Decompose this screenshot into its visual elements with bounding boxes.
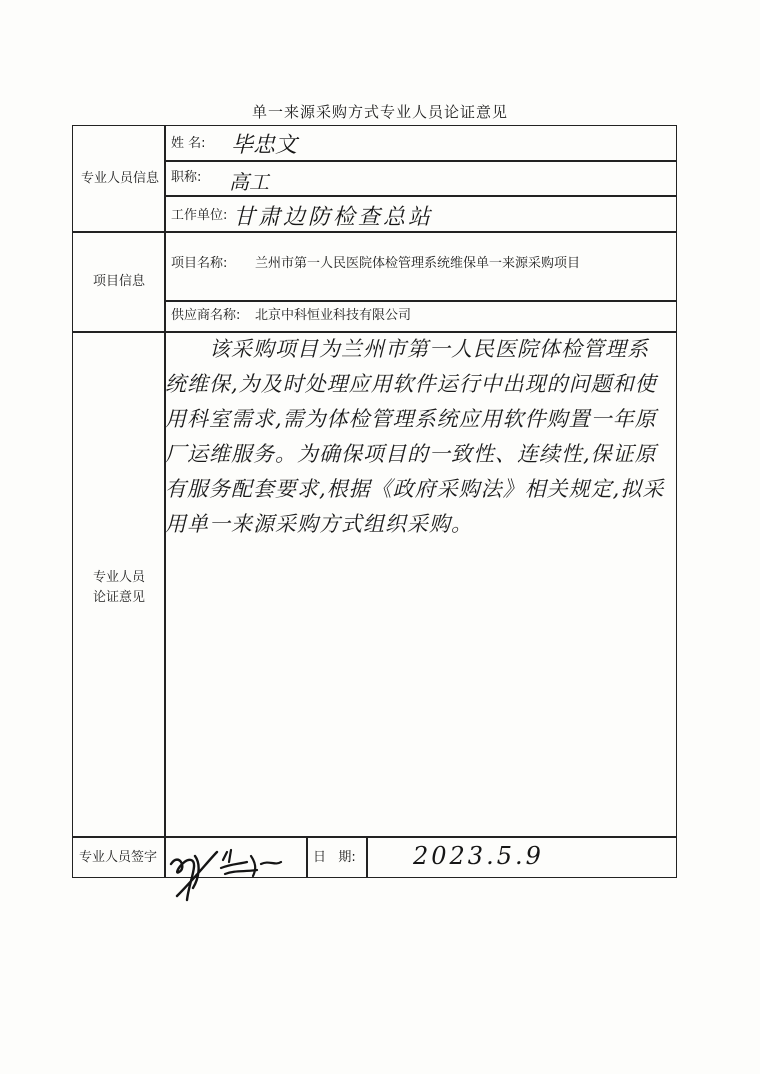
- supplier-value: 北京中科恒业科技有限公司: [255, 308, 412, 323]
- date-column-divider: [306, 836, 308, 877]
- section-divider: [73, 231, 676, 233]
- project-info-section-label: 项目信息: [93, 274, 146, 289]
- title-value: 高工: [229, 170, 269, 194]
- name-value: 毕忠文: [231, 133, 298, 158]
- project-name-label: 项目名称:: [171, 256, 228, 271]
- supplier-label: 供应商名称:: [171, 308, 241, 323]
- row-divider: [164, 195, 676, 197]
- section-divider: [73, 836, 676, 838]
- employer-label: 工作单位:: [171, 208, 228, 223]
- signature-scribble: [165, 838, 295, 908]
- date-value-divider: [366, 836, 368, 877]
- row-divider: [164, 160, 676, 162]
- handwritten-signature: [165, 838, 295, 908]
- document-title: 单一来源采购方式专业人员论证意见: [251, 103, 508, 121]
- row-divider: [164, 300, 676, 302]
- name-label: 姓 名:: [171, 136, 206, 151]
- date-label: 日 期:: [313, 850, 356, 865]
- opinion-label-line2: 论证意见: [92, 590, 145, 605]
- opinion-label-line1: 专业人员: [92, 570, 145, 585]
- project-name-value: 兰州市第一人民医院体检管理系统维保单一来源采购项目: [255, 256, 581, 271]
- opinion-section-label: [89, 568, 149, 608]
- employer-value: 甘肃边防检查总站: [233, 205, 434, 230]
- expert-info-section-label: 专业人员信息: [81, 171, 160, 186]
- date-value: 2023.5.9: [413, 842, 544, 870]
- argument-form: [72, 125, 677, 878]
- title-label: 职称:: [171, 170, 202, 185]
- signature-label: 专业人员签字: [79, 850, 158, 865]
- opinion-text: 该采购项目为兰州市第一人民医院体检管理系统维保,为及时处理应用软件运行中出现的问题和使用科室需求,需为体检管理系统应用软件购置一年原厂运维服务。为确保项目的一致性、连续性,保证原有服务配套要求,根据《政府采购法》相关规定,拟采用单一来源采购方式组织采购。: [165, 337, 665, 536]
